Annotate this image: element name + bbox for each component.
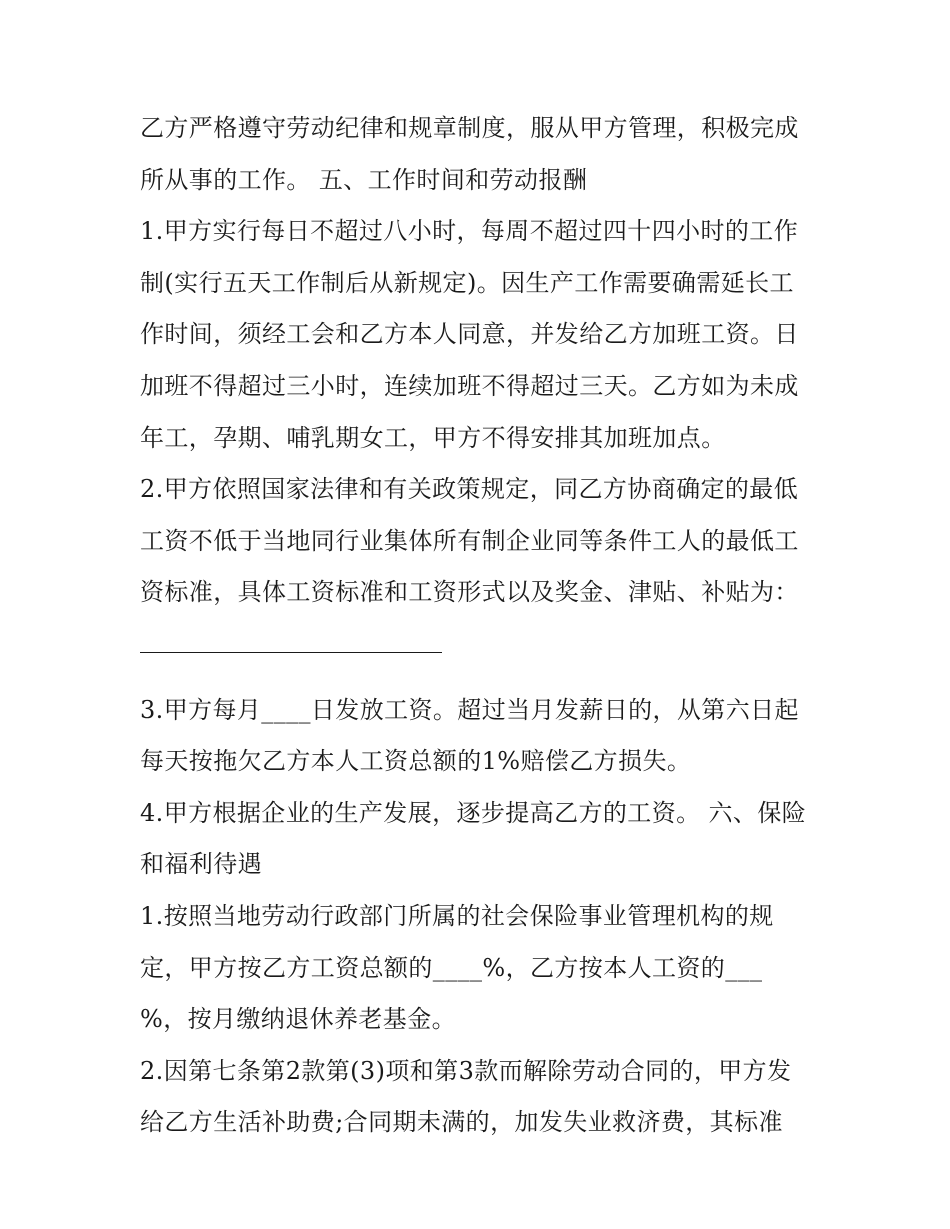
text-line: 和福利待遇	[140, 850, 262, 879]
text-line: 每天按拖欠乙方本人工资总额的1%赔偿乙方损失。	[140, 747, 692, 776]
text-line: 2.甲方依照国家法律和有关政策规定，同乙方协商确定的最低	[140, 475, 799, 504]
text-line: 年工，孕期、哺乳期女工，甲方不得安排其加班加点。	[140, 423, 726, 452]
text-line: 4.甲方根据企业的生产发展，逐步提高乙方的工资。 六、保险	[140, 798, 807, 827]
underline-rule	[140, 652, 442, 653]
text-line: 3.甲方每月____日发放工资。超过当月发薪日的，从第六日起	[140, 695, 799, 724]
text-line: 乙方严格遵守劳动纪律和规章制度，服从甲方管理，积极完成	[140, 114, 799, 142]
text-line: 制(实行五天工作制后从新规定)。因生产工作需要确需延长工	[140, 268, 794, 297]
document-body	[140, 103, 820, 1149]
text-line: 1.甲方实行每日不超过八小时，每周不超过四十四小时的工作	[140, 217, 799, 246]
text-line: %，按月缴纳退休养老基金。	[140, 1005, 457, 1034]
spacer	[140, 671, 820, 685]
text-line: 资标准，具体工资标准和工资形式以及奖金、津贴、补贴为：	[140, 578, 799, 607]
text-line: 给乙方生活补助费;合同期未满的，加发失业救济费，其标准	[140, 1108, 783, 1137]
blank-fill-line	[140, 619, 820, 671]
text-line: 1.按照当地劳动行政部门所属的社会保险事业管理机构的规	[140, 901, 774, 930]
text-line: 定，甲方按乙方工资总额的____%，乙方按本人工资的___	[140, 953, 763, 982]
text-line: 所从事的工作。 五、工作时间和劳动报酬	[140, 165, 588, 194]
text-line: 加班不得超过三小时，连续加班不得超过三天。乙方如为未成	[140, 371, 799, 400]
text-line: 工资不低于当地同行业集体所有制企业同等条件工人的最低工	[140, 526, 799, 555]
text-line: 作时间，须经工会和乙方本人同意，并发给乙方加班工资。日	[140, 320, 799, 349]
text-line: 2.因第七条第2款第(3)项和第3款而解除劳动合同的，甲方发	[140, 1056, 792, 1085]
